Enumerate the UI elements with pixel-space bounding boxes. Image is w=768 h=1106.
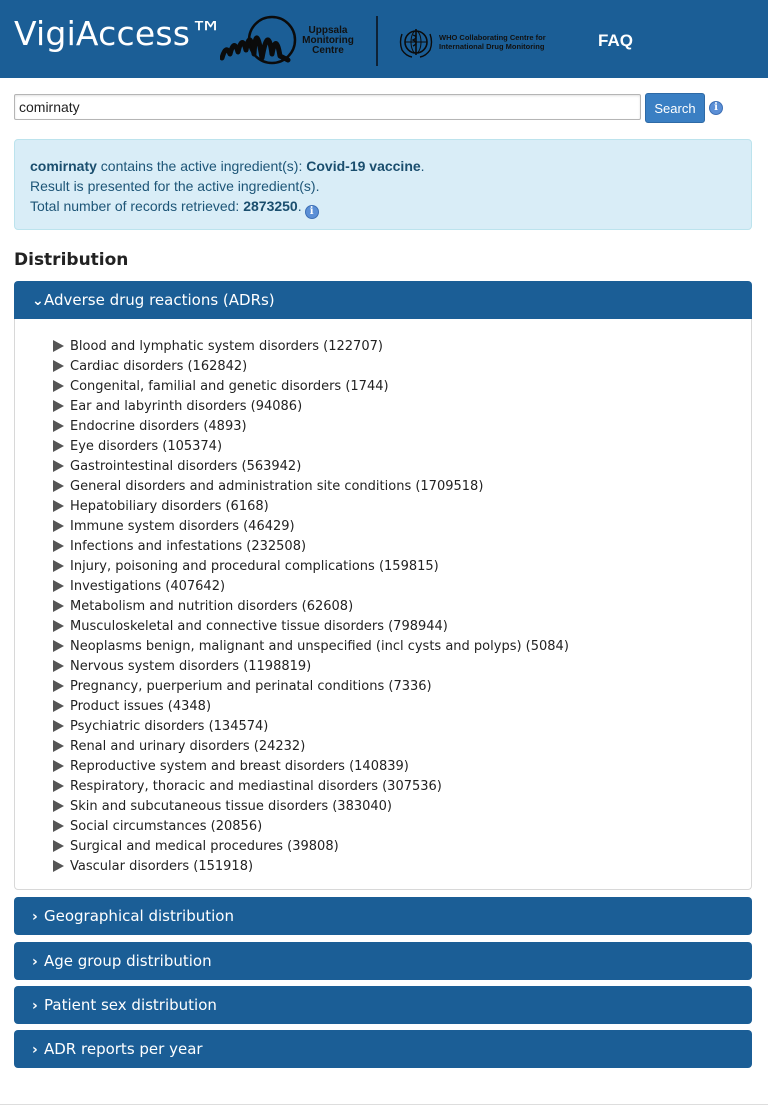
adr-panel-header[interactable]	[14, 281, 752, 319]
info-icon[interactable]: i	[709, 101, 723, 115]
panel-title: Patient sex distribution	[44, 996, 217, 1014]
chevron-right-icon: ›	[32, 909, 38, 925]
panel-title: Geographical distribution	[44, 907, 234, 925]
adr-list-item[interactable]	[53, 359, 569, 379]
expand-triangle-icon[interactable]	[53, 640, 64, 652]
adr-item-label: Metabolism and nutrition disorders (62608)	[70, 599, 354, 614]
total-records-line	[30, 196, 736, 216]
expand-triangle-icon[interactable]	[53, 860, 64, 872]
expand-triangle-icon[interactable]	[53, 400, 64, 412]
adr-item-label: Injury, poisoning and procedural complications (159815)	[70, 559, 439, 574]
expand-triangle-icon[interactable]	[53, 600, 64, 612]
expand-triangle-icon[interactable]	[53, 820, 64, 832]
adr-item-label: Endocrine disorders (4893)	[70, 419, 247, 434]
expand-triangle-icon[interactable]	[53, 360, 64, 372]
who-emblem-icon	[398, 26, 434, 58]
expand-triangle-icon[interactable]	[53, 460, 64, 472]
adr-list-item[interactable]	[53, 779, 569, 799]
expand-triangle-icon[interactable]	[53, 620, 64, 632]
patient-sex-panel-header[interactable]	[14, 986, 752, 1024]
app-title: VigiAccess™	[14, 14, 224, 53]
total-label: Total number of records retrieved:	[30, 198, 244, 214]
expand-triangle-icon[interactable]	[53, 580, 64, 592]
adr-list-item[interactable]	[53, 739, 569, 759]
adr-item-label: Social circumstances (20856)	[70, 819, 263, 834]
panel-title: ADR reports per year	[44, 1040, 203, 1058]
expand-triangle-icon[interactable]	[53, 660, 64, 672]
umc-name: Uppsala Monitoring Centre	[302, 25, 354, 56]
header-divider	[376, 16, 378, 66]
adr-list-item[interactable]	[53, 799, 569, 819]
adr-item-label: Hepatobiliary disorders (6168)	[70, 499, 269, 514]
adr-list-item[interactable]	[53, 679, 569, 699]
adr-list-item[interactable]	[53, 659, 569, 679]
adr-item-label: Cardiac disorders (162842)	[70, 359, 248, 374]
adr-list	[53, 339, 569, 879]
period: .	[420, 158, 425, 174]
adr-item-label: Product issues (4348)	[70, 699, 212, 714]
period: .	[297, 198, 302, 214]
ingredient-name: Covid-19 vaccine	[306, 158, 421, 174]
adr-list-item[interactable]	[53, 539, 569, 559]
adr-list-item[interactable]	[53, 579, 569, 599]
expand-triangle-icon[interactable]	[53, 780, 64, 792]
expand-triangle-icon[interactable]	[53, 800, 64, 812]
adr-list-item[interactable]	[53, 599, 569, 619]
adr-list-item[interactable]	[53, 699, 569, 719]
adr-list-item[interactable]	[53, 399, 569, 419]
chevron-right-icon: ›	[32, 954, 38, 970]
distribution-heading: Distribution	[14, 250, 129, 270]
adr-list-item[interactable]	[53, 839, 569, 859]
adr-item-label: Congenital, familial and genetic disorders (1744)	[70, 379, 389, 394]
adr-item-label: Eye disorders (105374)	[70, 439, 223, 454]
expand-triangle-icon[interactable]	[53, 540, 64, 552]
search-input[interactable]	[14, 94, 641, 120]
expand-triangle-icon[interactable]	[53, 560, 64, 572]
adr-item-label: Vascular disorders (151918)	[70, 859, 254, 874]
adr-list-item[interactable]	[53, 479, 569, 499]
info-icon[interactable]: i	[305, 205, 319, 219]
adr-item-label: General disorders and administration site conditions (1709518)	[70, 479, 484, 494]
adr-list-item[interactable]	[53, 759, 569, 779]
presented-line: Result is presented for the active ingredient(s).	[30, 178, 320, 194]
adr-item-label: Infections and infestations (232508)	[70, 539, 307, 554]
adr-list-item[interactable]	[53, 419, 569, 439]
ingredient-line	[30, 156, 736, 176]
adr-item-label: Neoplasms benign, malignant and unspecified (incl cysts and polyps) (5084)	[70, 639, 569, 654]
expand-triangle-icon[interactable]	[53, 440, 64, 452]
adr-list-item[interactable]	[53, 379, 569, 399]
drug-name: comirnaty	[30, 158, 97, 174]
adr-list-item[interactable]	[53, 499, 569, 519]
adr-list-item[interactable]	[53, 439, 569, 459]
who-collaborating-centre-text: WHO Collaborating Centre for International Drug Monitoring	[439, 33, 546, 51]
adr-panel-body	[14, 319, 752, 890]
adr-list-item[interactable]	[53, 719, 569, 739]
expand-triangle-icon[interactable]	[53, 760, 64, 772]
adr-item-label: Nervous system disorders (1198819)	[70, 659, 312, 674]
expand-triangle-icon[interactable]	[53, 500, 64, 512]
expand-triangle-icon[interactable]	[53, 700, 64, 712]
result-alert	[14, 139, 752, 230]
adr-item-label: Reproductive system and breast disorders (140839)	[70, 759, 409, 774]
total-records-value: 2873250	[243, 198, 298, 214]
adr-list-item[interactable]	[53, 339, 569, 359]
adr-item-label: Renal and urinary disorders (24232)	[70, 739, 306, 754]
geographical-panel-header[interactable]	[14, 897, 752, 935]
adr-item-label: Gastrointestinal disorders (563942)	[70, 459, 302, 474]
chevron-right-icon: ›	[32, 998, 38, 1014]
expand-triangle-icon[interactable]	[53, 480, 64, 492]
expand-triangle-icon[interactable]	[53, 420, 64, 432]
expand-triangle-icon[interactable]	[53, 340, 64, 352]
expand-triangle-icon[interactable]	[53, 720, 64, 732]
chevron-down-icon: ⌄	[32, 293, 44, 309]
expand-triangle-icon[interactable]	[53, 840, 64, 852]
contains-text: contains the active ingredient(s):	[96, 158, 307, 174]
adr-item-label: Investigations (407642)	[70, 579, 226, 594]
adr-item-label: Musculoskeletal and connective tissue disorders (798944)	[70, 619, 448, 634]
faq-link[interactable]: FAQ	[598, 31, 633, 50]
adr-list-item[interactable]	[53, 559, 569, 579]
age-group-panel-header[interactable]	[14, 942, 752, 980]
expand-triangle-icon[interactable]	[53, 740, 64, 752]
adr-per-year-panel-header[interactable]	[14, 1030, 752, 1068]
panel-title: Adverse drug reactions (ADRs)	[44, 291, 275, 309]
footer-divider	[0, 1104, 768, 1105]
adr-item-label: Surgical and medical procedures (39808)	[70, 839, 339, 854]
adr-list-item[interactable]	[53, 639, 569, 659]
adr-list-item[interactable]	[53, 859, 569, 879]
adr-list-item[interactable]	[53, 519, 569, 539]
search-button[interactable]: Search	[645, 93, 705, 123]
adr-item-label: Pregnancy, puerperium and perinatal conditions (7336)	[70, 679, 432, 694]
adr-item-label: Blood and lymphatic system disorders (122707)	[70, 339, 383, 354]
panel-title: Age group distribution	[44, 952, 212, 970]
adr-list-item[interactable]	[53, 819, 569, 839]
adr-item-label: Psychiatric disorders (134574)	[70, 719, 269, 734]
header-bar	[0, 0, 768, 78]
expand-triangle-icon[interactable]	[53, 380, 64, 392]
adr-item-label: Respiratory, thoracic and mediastinal disorders (307536)	[70, 779, 442, 794]
adr-item-label: Ear and labyrinth disorders (94086)	[70, 399, 303, 414]
adr-item-label: Immune system disorders (46429)	[70, 519, 295, 534]
adr-list-item[interactable]	[53, 619, 569, 639]
chevron-right-icon: ›	[32, 1042, 38, 1058]
expand-triangle-icon[interactable]	[53, 520, 64, 532]
adr-list-item[interactable]	[53, 459, 569, 479]
expand-triangle-icon[interactable]	[53, 680, 64, 692]
adr-item-label: Skin and subcutaneous tissue disorders (383040)	[70, 799, 393, 814]
